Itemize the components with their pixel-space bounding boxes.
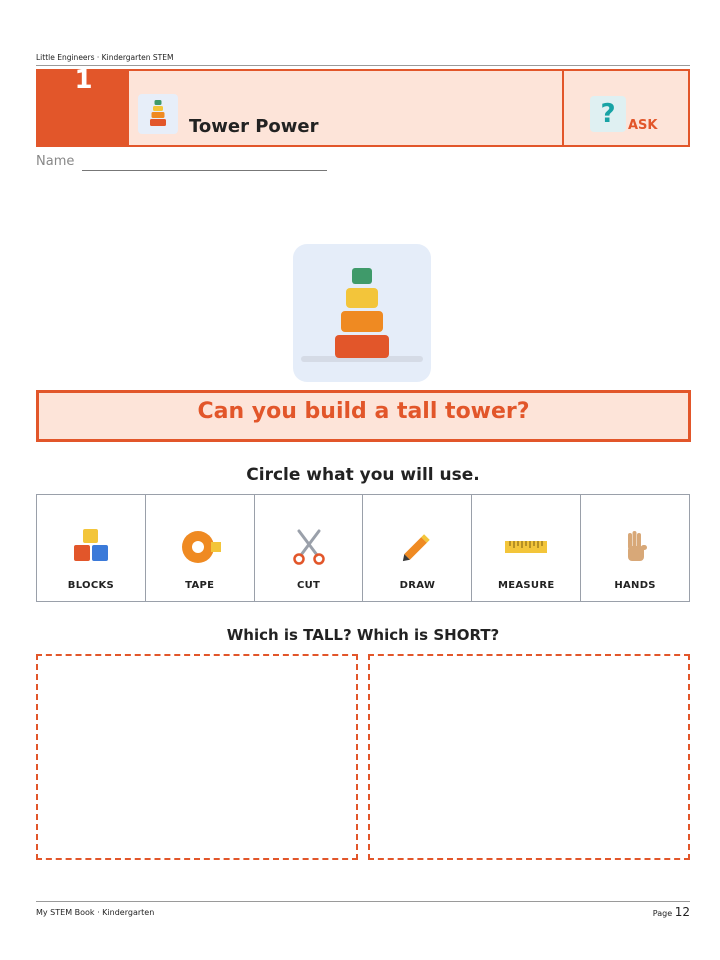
tool-label: TAPE [185,580,215,591]
driving-question-box [36,390,691,442]
tool-label: BLOCKS [67,580,115,591]
tool-measure[interactable] [472,495,581,601]
tool-label: DRAW [399,580,436,591]
lesson-title: Tower Power [189,116,319,137]
footer-rule [36,901,690,902]
blocks-icon [71,527,111,563]
name-label: Name [36,154,75,169]
lesson-number: 1 [74,65,93,95]
tool-label: HANDS [614,580,656,591]
lesson-number-box [38,65,129,145]
page-label: Page [652,909,673,918]
ask-label: ASK [628,118,658,133]
tools-row [36,494,690,602]
tool-cut[interactable] [255,495,364,601]
ring-stack-tower-icon [293,244,431,382]
drawing-box-right[interactable] [368,654,690,860]
question-mark-icon: ? [590,96,626,132]
lesson-banner [36,65,690,147]
compare-prompt: Which is TALL? Which is SHORT? [226,626,500,644]
ruler-icon [504,527,548,567]
name-write-line[interactable] [82,170,327,171]
tool-label: CUT [296,580,321,591]
tape-icon [178,527,222,567]
hand-icon [615,527,655,567]
header-rule [36,65,690,66]
tool-tape[interactable] [146,495,255,601]
running-footer: My STEM Book · Kindergarten [36,908,155,917]
driving-question: Can you build a tall tower? [197,399,530,424]
running-header: Little Engineers · Kindergarten STEM [36,53,174,62]
tool-label: MEASURE [497,580,555,591]
drawing-box-left[interactable] [36,654,358,860]
tools-instruction: Circle what you will use. [246,465,480,485]
ring-stack-tower-icon [138,94,178,134]
scissors-icon [289,527,329,567]
page-number-block [653,905,690,919]
page-number: 12 [674,905,690,919]
tool-draw[interactable] [363,495,472,601]
pencil-icon [397,527,437,567]
tool-hands[interactable] [581,495,689,601]
tool-blocks[interactable] [37,495,146,601]
banner-divider [562,71,564,145]
